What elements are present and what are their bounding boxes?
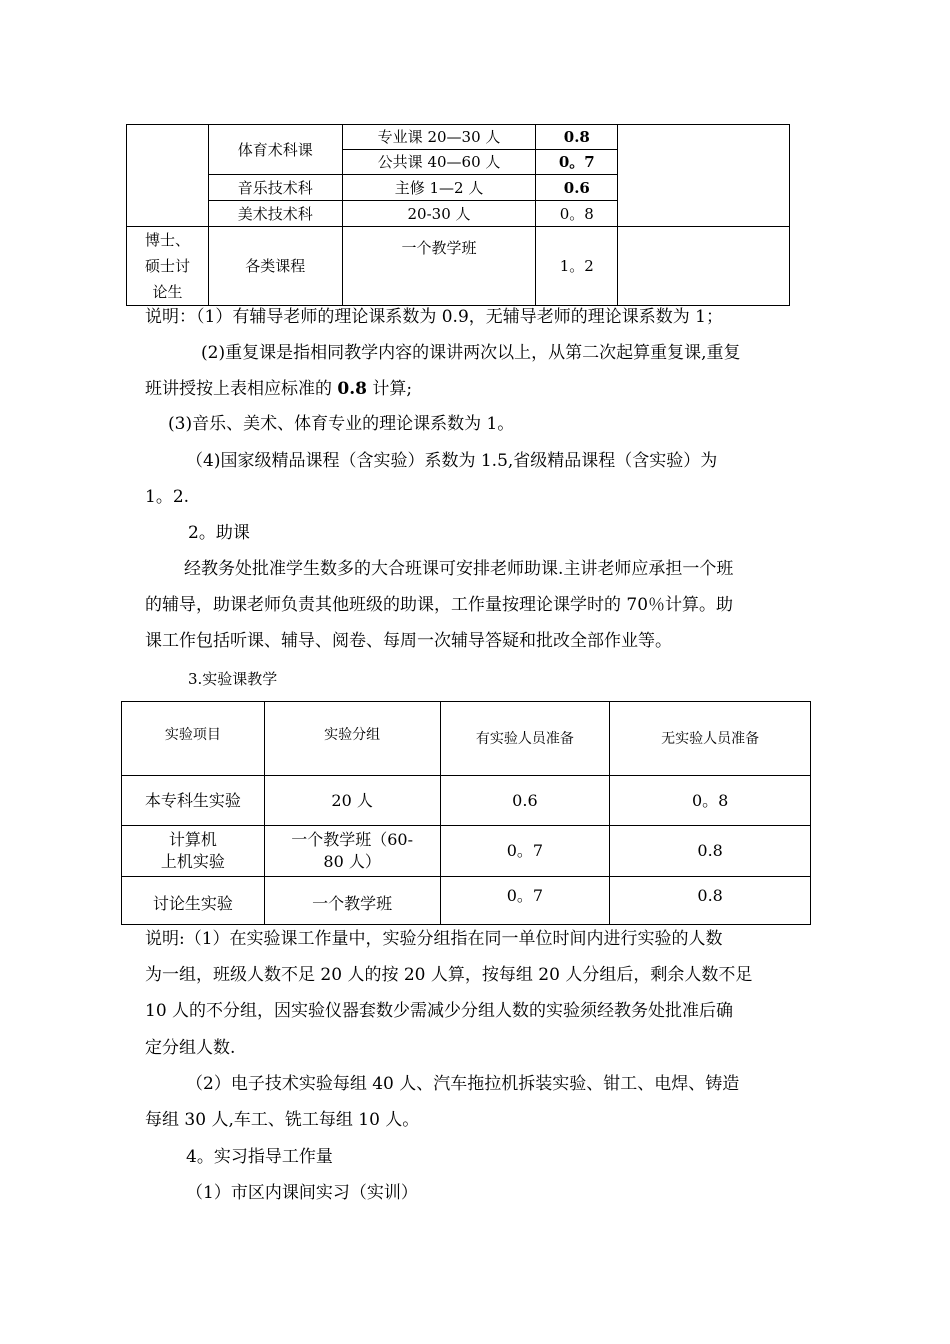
- course-cell: 各类课程: [208, 227, 342, 306]
- paragraph-line: 的辅导，助课老师负责其他班级的助课，工作量按理论课学时的 70％计算。助: [145, 595, 734, 615]
- group-cell: 一个教学班: [264, 877, 440, 925]
- group-cell: 20 人: [264, 776, 440, 826]
- lab-coefficient-table: [121, 701, 811, 925]
- workload-coefficient-table: [126, 124, 790, 306]
- header-cell: 无实验人员准备: [610, 702, 811, 776]
- item-cell: 本专科生实验: [122, 776, 265, 826]
- item-line: 上机实验: [160, 852, 225, 871]
- coefficient-cell: 0。8: [536, 201, 618, 227]
- table-row: [122, 877, 811, 925]
- group-line: 一个教学班（60-: [291, 830, 414, 849]
- paragraph-line: 经教务处批准学生数多的大合班课可安排老师助课.主讲老师应承担一个班: [184, 559, 734, 579]
- course-cell: 体育术科课: [208, 125, 342, 175]
- category-line: 博士、: [144, 231, 190, 249]
- class-size-cell: 公共课 40—60 人: [342, 150, 536, 175]
- section-2-heading: 2。助课: [188, 523, 250, 543]
- course-cell: 音乐技术科: [208, 175, 342, 201]
- note-2-text-end: 计算;: [366, 379, 413, 399]
- table-row: [122, 826, 811, 877]
- header-cell: 实验项目: [122, 702, 265, 776]
- item-cell: [122, 826, 265, 877]
- category-cell: [127, 227, 209, 306]
- lab-note-2-line: 每组 30 人,车工、铣工每组 10 人。: [145, 1110, 420, 1130]
- header-cell: 有实验人员准备: [440, 702, 610, 776]
- table-row: [122, 776, 811, 826]
- table-header-row: [122, 702, 811, 776]
- course-cell: 美术技术科: [208, 201, 342, 227]
- without-staff-cell: 0.8: [610, 826, 811, 877]
- class-size-cell: 专业课 20—30 人: [342, 125, 536, 150]
- category-cell: [127, 125, 209, 227]
- note-4-line-2: 1。2.: [145, 487, 190, 507]
- section-4-subheading: （1）市区内课间实习（实训）: [186, 1183, 418, 1203]
- class-size-cell: 一个教学班: [342, 227, 536, 306]
- lab-note-1-line: 说明:（1）在实验课工作量中，实验分组指在同一单位时间内进行实验的人数: [145, 929, 723, 949]
- note-4-line-1: （4)国家级精品课程（含实验）系数为 1.5,省级精品课程（含实验）为: [186, 451, 718, 471]
- lab-note-1-line: 定分组人数.: [145, 1038, 236, 1058]
- with-staff-cell: 0。7: [440, 877, 610, 925]
- lab-note-1-line: 10 人的不分组，因实验仪器套数少需减少分组人数的实验须经教务处批准后确: [145, 1001, 734, 1021]
- note-1: 说明：（1）有辅导老师的理论课系数为 0.9，无辅导老师的理论课系数为 1；: [145, 307, 723, 327]
- table-row: [127, 125, 790, 150]
- note-3: (3)音乐、美术、体育专业的理论课系数为 1。: [168, 414, 515, 434]
- with-staff-cell: 0。7: [440, 826, 610, 877]
- note-cell: [618, 125, 790, 227]
- note-cell: [618, 227, 790, 306]
- coefficient-cell: 0.6: [536, 175, 618, 201]
- group-line: 80 人）: [323, 852, 381, 871]
- with-staff-cell: 0.6: [440, 776, 610, 826]
- category-line: 论生: [152, 283, 183, 301]
- group-cell: [264, 826, 440, 877]
- section-3-heading: 3.实验课教学: [188, 670, 278, 688]
- category-line: 硕士讨: [144, 257, 190, 275]
- lab-note-1-line: 为一组，班级人数不足 20 人的按 20 人算，按每组 20 人分组后，剩余人数不足: [145, 965, 753, 985]
- lab-note-2-line: （2）电子技术实验每组 40 人、汽车拖拉机拆装实验、钳工、电焊、铸造: [186, 1074, 740, 1094]
- class-size-cell: 20-30 人: [342, 201, 536, 227]
- without-staff-cell: 0。8: [610, 776, 811, 826]
- coefficient-cell: 0.8: [536, 125, 618, 150]
- item-cell: 讨论生实验: [122, 877, 265, 925]
- without-staff-cell: 0.8: [610, 877, 811, 925]
- header-cell: 实验分组: [264, 702, 440, 776]
- note-2-line-1: (2)重复课是指相同教学内容的课讲两次以上，从第二次起算重复课,重复: [201, 343, 741, 363]
- class-size-cell: 主修 1—2 人: [342, 175, 536, 201]
- note-2-line-2: [145, 378, 412, 400]
- note-2-text: 班讲授按上表相应标准的: [145, 379, 338, 399]
- coefficient-cell: 1。2: [536, 227, 618, 306]
- section-4-heading: 4。实习指导工作量: [186, 1147, 333, 1167]
- coefficient-cell: 0。7: [536, 150, 618, 175]
- table-row: [127, 227, 790, 306]
- paragraph-line: 课工作包括听课、辅导、阅卷、每周一次辅导答疑和批改全部作业等。: [145, 631, 672, 651]
- item-line: 计算机: [168, 830, 217, 849]
- note-2-bold-value: 0.8: [337, 379, 367, 399]
